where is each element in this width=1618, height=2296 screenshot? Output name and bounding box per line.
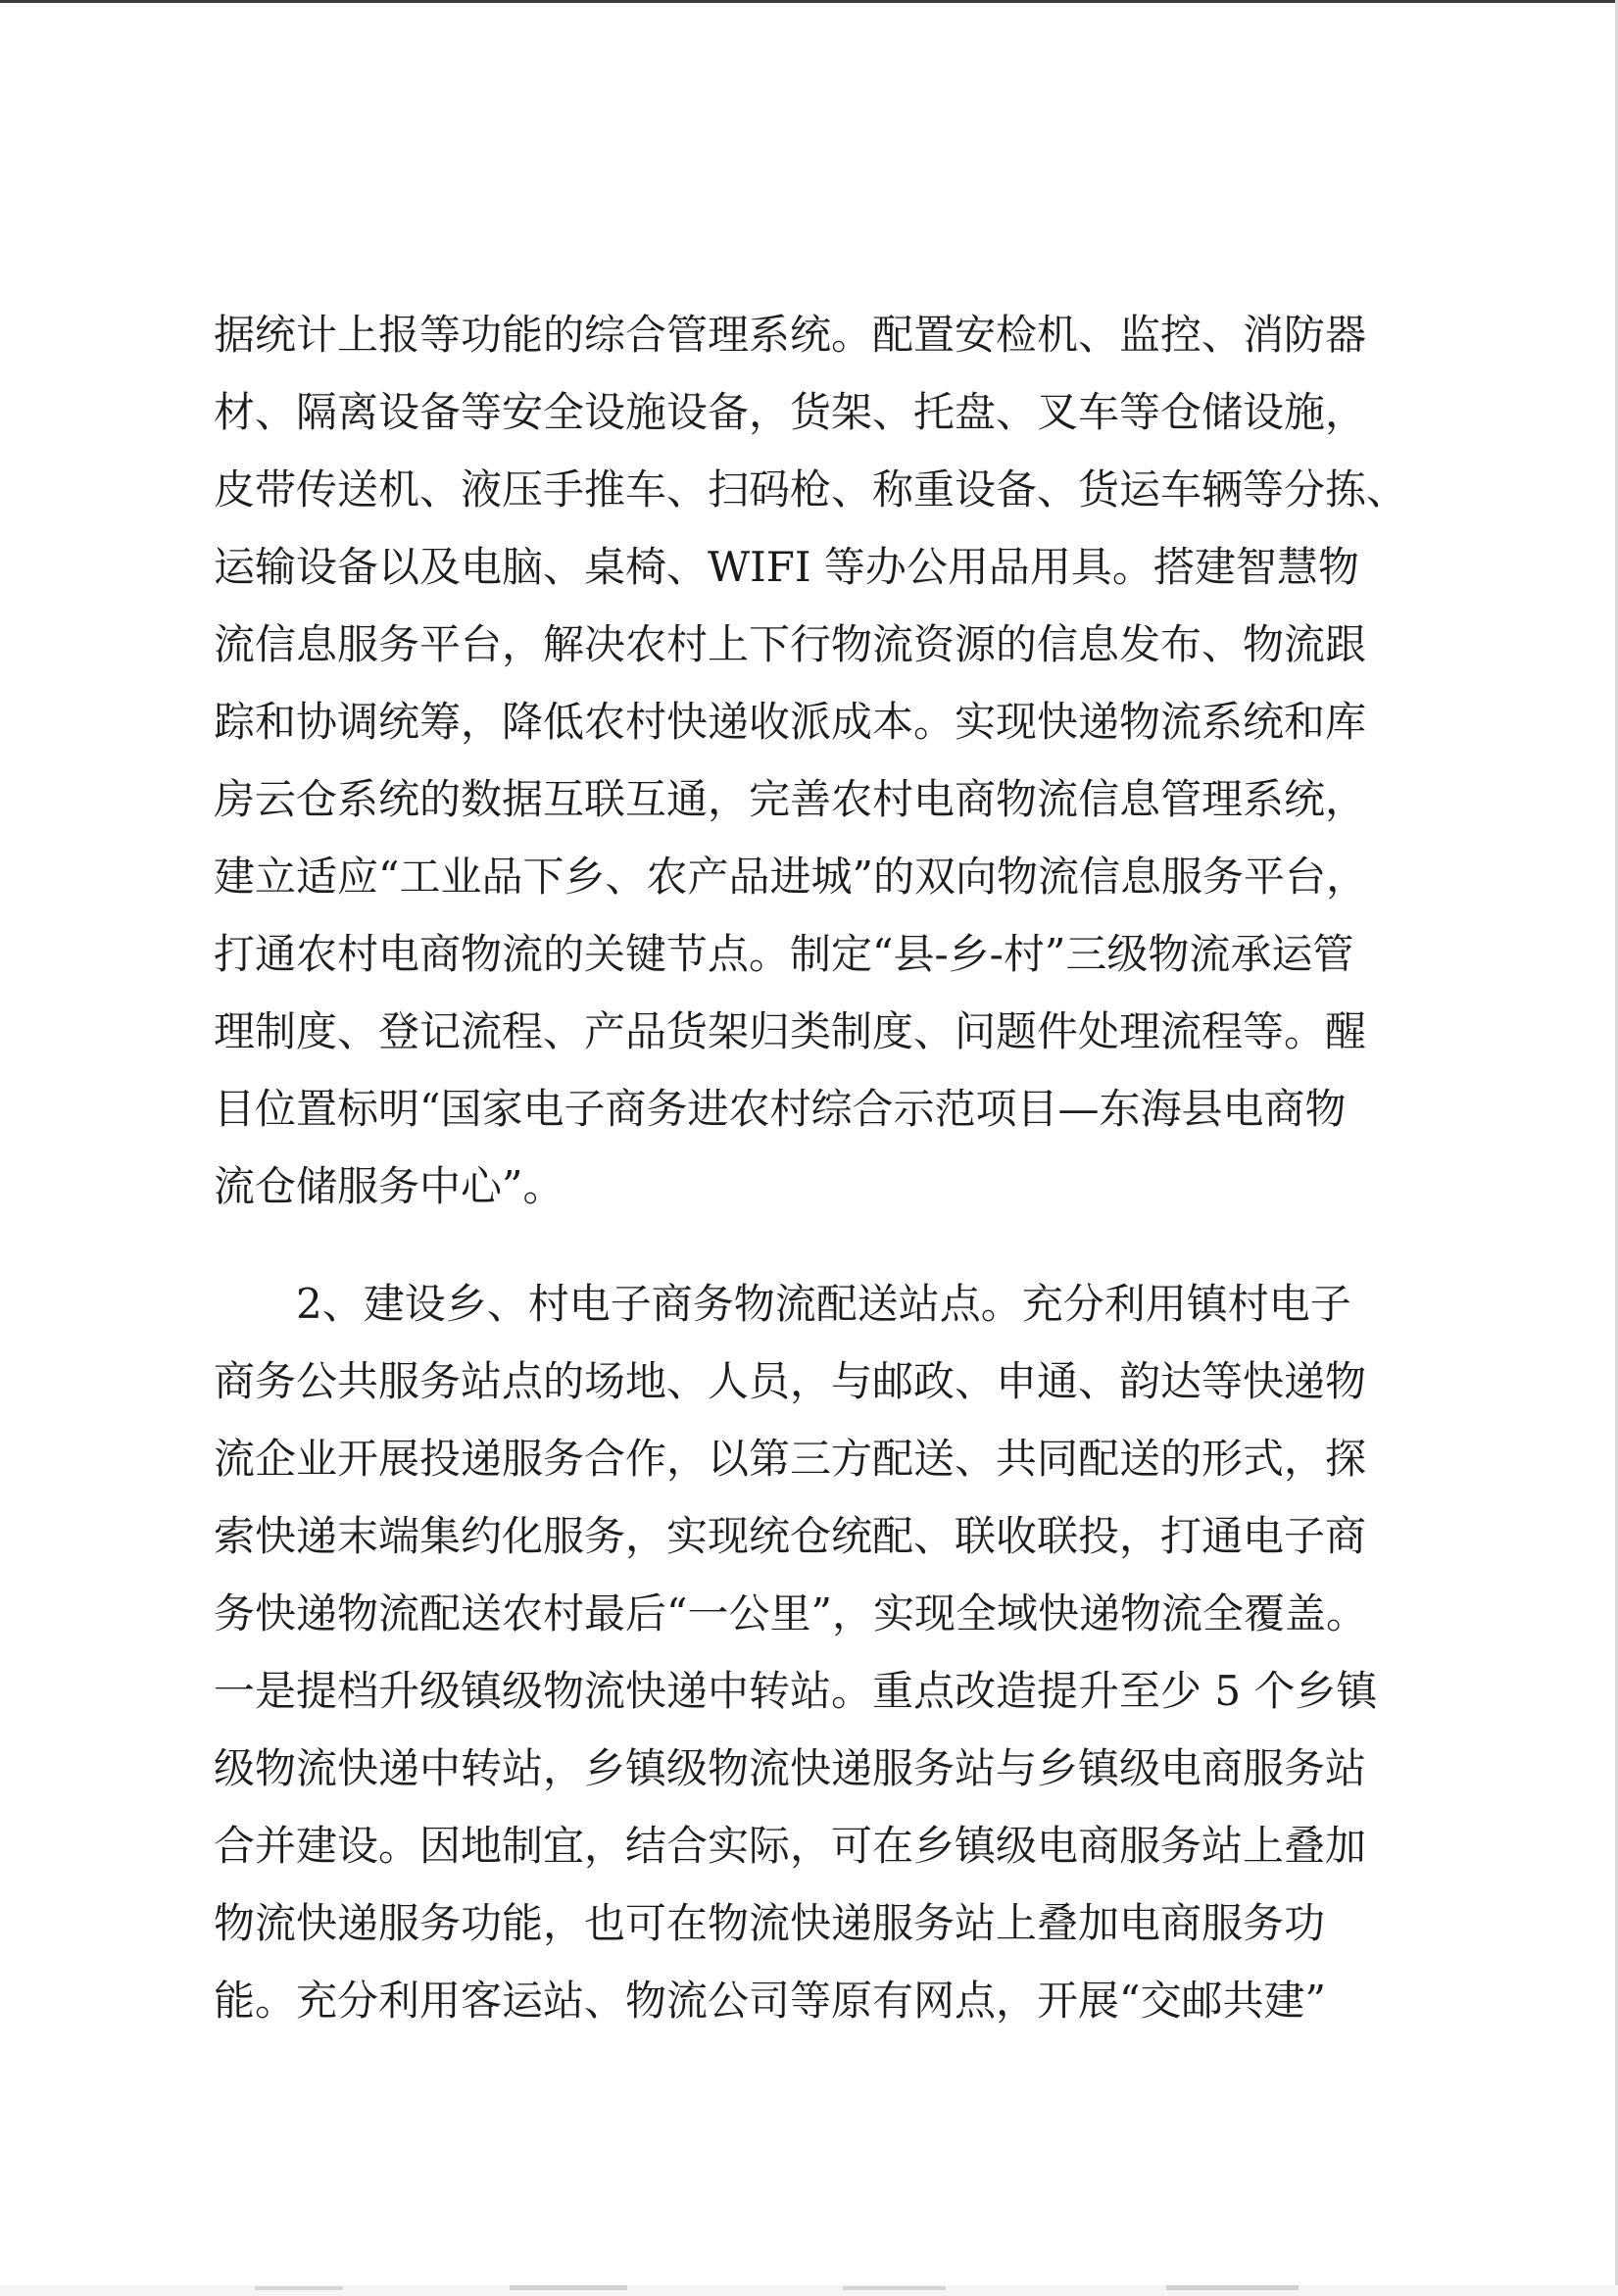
body-text-line: 踪和协调统筹，降低农村快递收派成本。实现快递物流系统和库 (214, 698, 1367, 746)
body-text-line: 据统计上报等功能的综合管理系统。配置安检机、监控、消防器 (214, 311, 1367, 359)
body-text-line: 流仓储服务中心”。 (214, 1162, 564, 1210)
body-text-line: 物流快递服务功能，也可在物流快递服务站上叠加电商服务功 (214, 1899, 1326, 1947)
body-text-line: 打通农村电商物流的关键节点。制定“县-乡-村”三级物流承运管 (214, 930, 1354, 978)
body-text-line: 流信息服务平台，解决农村上下行物流资源的信息发布、物流跟 (214, 620, 1367, 668)
scan-bottom-artifacts (0, 2262, 1618, 2296)
body-text-line: 材、隔离设备等安全设施设备，货架、托盘、叉车等仓储设施， (214, 388, 1367, 436)
body-text-line: 建立适应“工业品下乡、农产品进城”的双向物流信息服务平台， (214, 853, 1367, 901)
body-text-line: 运输设备以及电脑、桌椅、WIFI 等办公用品用具。搭建智慧物 (214, 543, 1359, 591)
paragraph-first-line: 2、建设乡、村电子商务物流配送站点。充分利用镇村电子 (296, 1280, 1351, 1328)
body-text-line: 索快递末端集约化服务，实现统仓统配、联收联投，打通电子商 (214, 1512, 1367, 1560)
body-text-line: 流企业开展投递服务合作，以第三方配送、共同配送的形式，探 (214, 1435, 1367, 1483)
body-text-line: 房云仓系统的数据互联互通，完善农村电商物流信息管理系统， (214, 775, 1367, 823)
body-text-line: 理制度、登记流程、产品货架归类制度、问题件处理流程等。醒 (214, 1007, 1367, 1055)
body-text-line: 皮带传送机、液压手推车、扫码枪、称重设备、货运车辆等分拣、 (214, 465, 1408, 513)
body-text-line: 能。充分利用客运站、物流公司等原有网点，开展“交邮共建” (214, 1977, 1326, 2025)
body-text-line: 目位置标明“国家电子商务进农村综合示范项目—东海县电商物 (214, 1085, 1347, 1133)
body-text-line: 商务公共服务站点的场地、人员，与邮政、申通、韵达等快递物 (214, 1357, 1367, 1405)
scan-top-edge (0, 0, 1618, 3)
body-text-line: 一是提档升级镇级物流快递中转站。重点改造提升至少 5 个乡镇 (214, 1667, 1378, 1715)
body-text-line: 务快递物流配送农村最后“一公里”，实现全域快递物流全覆盖。 (214, 1589, 1367, 1637)
body-text-line: 级物流快递中转站，乡镇级物流快递服务站与乡镇级电商服务站 (214, 1744, 1367, 1792)
body-text-line: 合并建设。因地制宜，结合实际，可在乡镇级电商服务站上叠加 (214, 1822, 1367, 1870)
